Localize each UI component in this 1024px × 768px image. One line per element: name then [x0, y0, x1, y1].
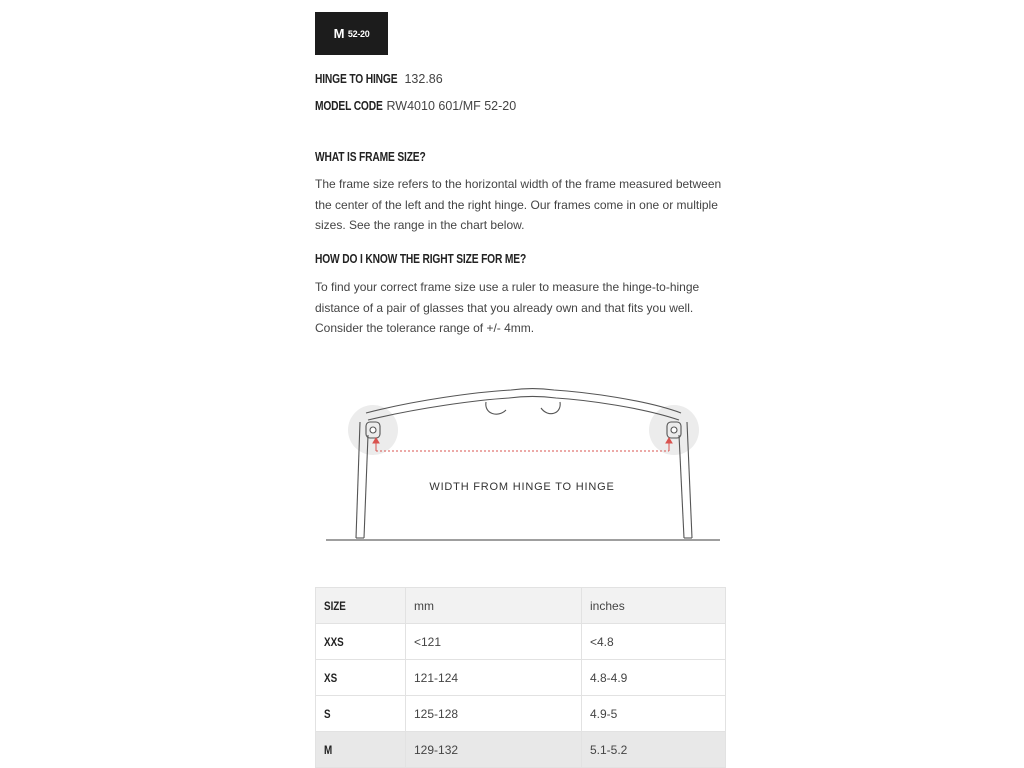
model-code-label: MODEL CODE	[315, 99, 383, 113]
size-chip-measure: 52-20	[347, 28, 370, 39]
size-cell: XS	[316, 660, 406, 696]
inches-column-header: inches	[582, 588, 726, 624]
mm-cell: 121-124	[406, 660, 582, 696]
inches-cell: <4.8	[582, 624, 726, 660]
size-cell: XXS	[316, 624, 406, 660]
mm-cell: 125-128	[406, 696, 582, 732]
size-cell: M	[316, 732, 406, 768]
right-size-heading: HOW DO I KNOW THE RIGHT SIZE FOR ME?	[315, 252, 527, 266]
table-row-selected	[316, 732, 726, 768]
mm-cell: 129-132	[406, 732, 582, 768]
frame-size-heading: WHAT IS FRAME SIZE?	[315, 150, 426, 164]
model-code-value: RW4010 601/MF 52-20	[386, 99, 517, 113]
size-cell: S	[316, 696, 406, 732]
table-row	[316, 624, 726, 660]
table-row	[316, 696, 726, 732]
inches-cell: 4.8-4.9	[582, 660, 726, 696]
mm-column-header: mm	[406, 588, 582, 624]
hinge-to-hinge-row	[315, 72, 443, 86]
inches-cell: 5.1-5.2	[582, 732, 726, 768]
hinge-to-hinge-value: 132.86	[404, 72, 443, 86]
right-size-text: To find your correct frame size use a ruler to measure the hinge-to-hinge distance of a pair of glasses that you already own and that fits you well. Consider the tolerance range of +/- 4mm.	[315, 280, 700, 335]
mm-cell: <121	[406, 624, 582, 660]
glasses-frame-drawing	[348, 389, 699, 539]
diagram-caption: WIDTH FROM HINGE TO HINGE	[429, 481, 615, 493]
size-chip-letter: M	[333, 26, 344, 41]
size-column-header: SIZE	[316, 588, 406, 624]
inches-cell: 4.9-5	[582, 696, 726, 732]
frame-size-text: The frame size refers to the horizontal width of the frame measured between the center of the left and the right hinge. Our frames come in one or multiple sizes. See the range in the chart below.	[315, 177, 722, 232]
hinge-width-diagram	[326, 380, 720, 544]
table-header-row	[316, 588, 726, 624]
selected-size-chip[interactable]	[315, 12, 388, 55]
table-row	[316, 660, 726, 696]
hinge-to-hinge-label: HINGE TO HINGE	[315, 72, 398, 86]
model-code-row	[315, 99, 516, 113]
size-chart-table	[315, 587, 726, 768]
hinge-measure-marker	[373, 438, 672, 451]
